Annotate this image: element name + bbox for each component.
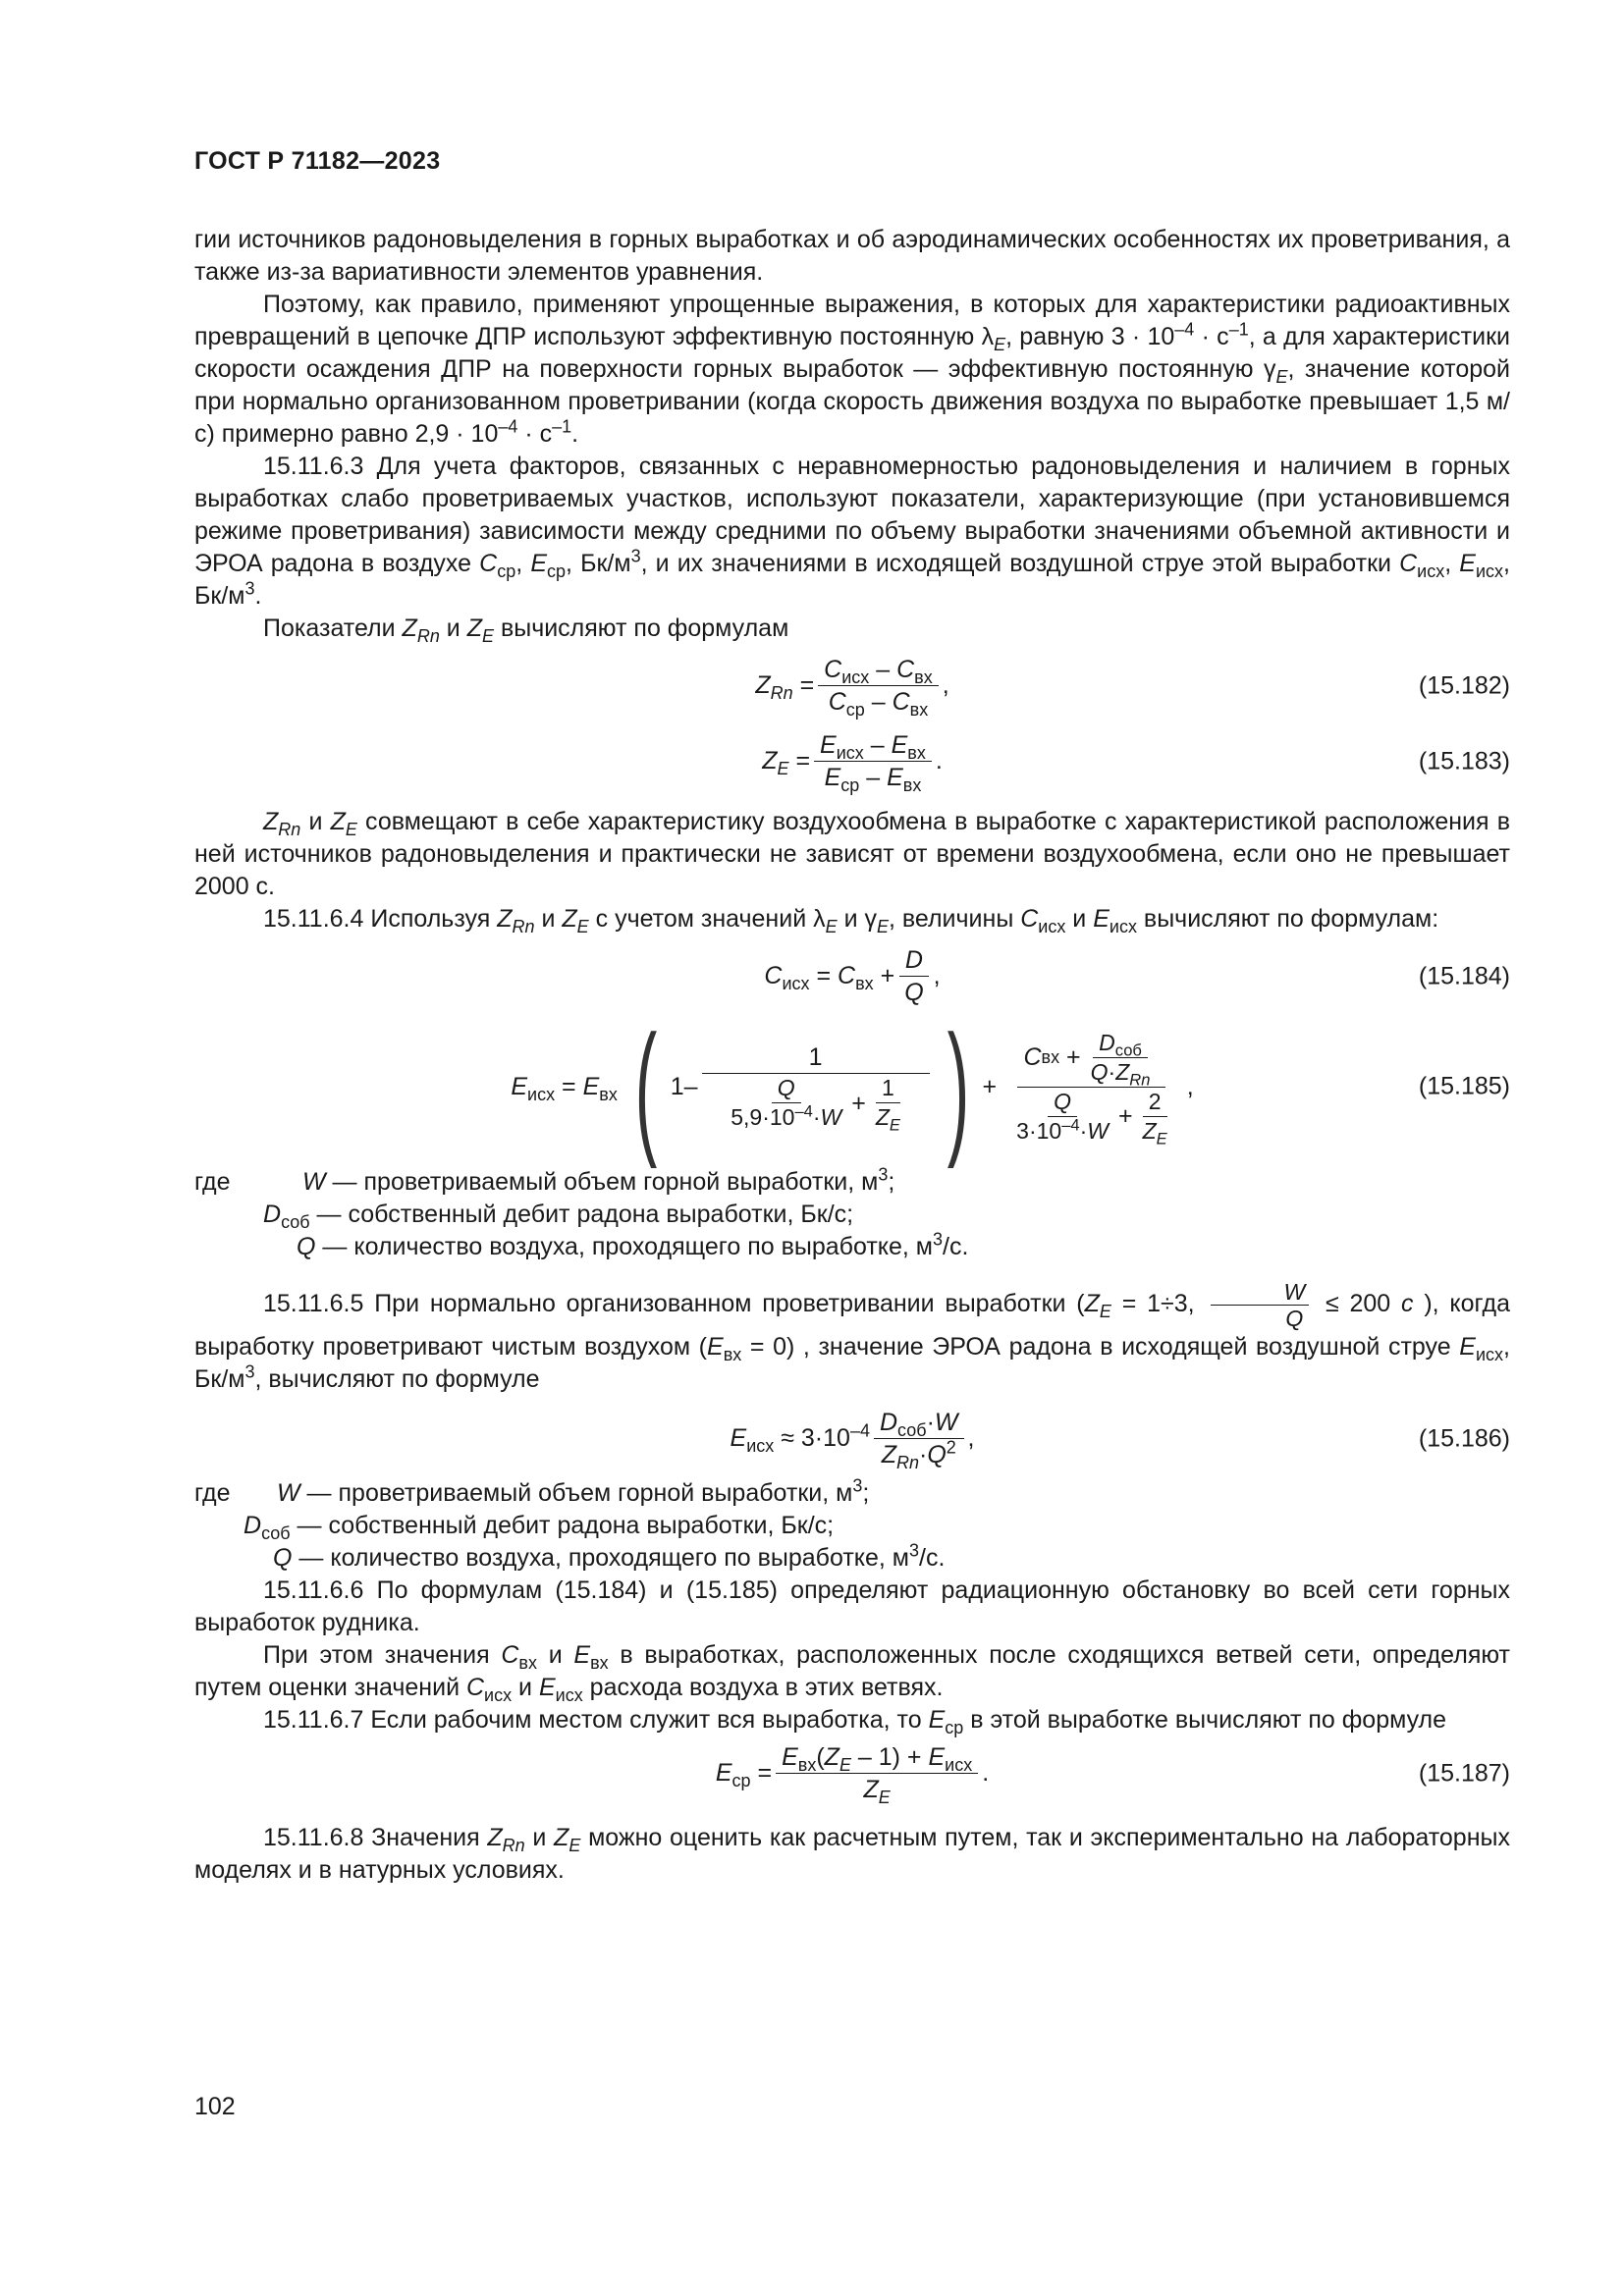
equation-15-187: $E_{ср}$ = $\frac{E_{вх}(Z_E - 1) + E_{исх}}{Z_E}$ . (15.187) (715, 1743, 1510, 1807)
equation-15-184: $C_{исх} = C_{вх}$ + $\frac{D}{Q}$ , (15.184) (764, 946, 1510, 1006)
equation-15-183: $Z_E$ = $\frac{E_{исх} - E_{вх}}{E_{ср} - E_{вх}}$ . (15.183) (762, 731, 1510, 795)
page-title: ГОСТ Р 71182—2023 (194, 147, 441, 175)
equation-number: (15.184) (1418, 962, 1510, 989)
paragraph: 15.11.6.6 По формулам (15.184) и (15.185) определяют радиационную обстановку во всей сети горных выработок рудника. (194, 1576, 1510, 1636)
document-body (194, 224, 1510, 1887)
paragraph: 15.11.6.4 Используя $Z_{Rn}$ и $Z_E$ с учетом значений $\lambda_E$ и $\gamma_E$, величины $C_{исх}$ и $E_{исх}$ вычисляют по формулам: (263, 905, 1439, 936)
legend-block-1: где W — проветриваемый объем горной выработки, $м^3$; $D_{соб}$ — собственный дебит радона выработки, Бк/с; Q — количество воздуха, проходящего по выработке, $м^3/с$. (194, 1164, 969, 1260)
paragraph: 15.11.6.7 Если рабочим местом служит вся выработка, то $E_{ср}$ в этой выработке вычисляют по формуле (263, 1706, 1447, 1737)
equation-15-185: $E_{исх} = E_{вх}$ ( 1– 1 $\frac{Q}{5,9\cdot 10^{-4}\cdot W}$ + $\frac{1}{Z_E}$ ) + C вх + $\frac{D_{соб}}{Q\cdot Z_{Rn}}$ $\frac{Q}{3\cdot 10^{-4}\cdot W}$ + $\frac{2}{Z_E}$ , (15.185) (511, 1004, 1510, 1169)
legend-block-2: где W — проветриваемый объем горной выработки, $м^3$; $D_{соб}$ — собственный дебит радона выработки, Бк/с; Q — количество воздуха, проходящего по выработке, $м^3/с$. (194, 1475, 946, 1572)
page-number: 102 (194, 2093, 236, 2120)
paragraph: 15.11.6.8 Значения $Z_{Rn}$ и $Z_E$ можно оценить как расчетным путем, так и экспериментально на лабораторных моделях и в натурных условиях. (194, 1824, 1510, 1884)
equation-15-182: $Z_{Rn}$ = $\frac{C_{исх} - C_{вх}}{C_{ср} - C_{вх}}$ , (15.182) (755, 656, 1510, 720)
paragraph: гии источников радоновыделения в горных выработках и об аэродинамических особенностях их проветривания, а также из-за вариативности элементов уравнения. (194, 226, 1510, 286)
equation-number: (15.187) (1418, 1759, 1510, 1787)
equation-number: (15.186) (1418, 1424, 1510, 1452)
equation-15-186: $E_{исх} \approx 3\cdot 10^{-4}$ $\frac{D_{соб}\cdot W}{Z_{Rn}\cdot Q^2}$ , (15.186) (730, 1409, 1510, 1472)
paragraph: 15.11.6.5 При нормально организованном проветривании выработки ($Z_E = 1\div 3$, $\frac{W}{Q}$ ≤ 200 с ), когда выработку проветривают чистым воздухом $(E_{вх} = 0)$ , значение ЭРОА радона в исходящей воздушной струе $E_{исх}$, $Бк/м^3$, вычисляют по формуле (194, 1279, 1511, 1393)
paragraph: Поэтому, как правило, применяют упрощенные выражения, в которых для характеристики радиоактивных превращений в цепочке ДПР используют эффективную постоянную $\lambda_E$, равную $3 \cdot 10^{-4} \cdot с^{-1}$, а для характеристики скорости осаждения ДПР на поверхности горных выработок — эффективную постоянную $\gamma_E$, значение которой при нормально организованном проветривании (когда скорость движения воздуха по выработке превышает 1,5 м/с) примерно равно $2,9 \cdot 10^{-4} \cdot с^{-1}$. (194, 291, 1511, 448)
paragraph: При этом значения $C_{вх}$ и $E_{вх}$ в выработках, расположенных после сходящихся ветвей сети, определяют путем оценки значений $C_{исх}$ и $E_{исх}$ расхода воздуха в этих ветвях. (194, 1641, 1511, 1705)
equation-number: (15.182) (1418, 671, 1510, 699)
paragraph: 15.11.6.3 Для учета факторов, связанных с неравномерностью радоновыделения и наличием в горных выработках слабо проветриваемых участков, используют показатели, характеризующие (при установившемся режиме проветривания) зависимости между средними по объему выработки значениями объемной активности и ЭРОА радона в воздухе $C_{ср}$, $E_{ср}$, $Бк/м^3$, и их значениями в исходящей воздушной струе этой выработки $C_{исх}$, $E_{исх}$, $Бк/м^3$. (194, 453, 1510, 610)
paragraph: Показатели $Z_{Rn}$ и $Z_E$ вычисляют по формулам (263, 614, 789, 646)
equation-number: (15.183) (1418, 747, 1510, 774)
paragraph: $Z_{Rn}$ и $Z_E$ совмещают в себе характеристику воздухообмена в выработке с характеристикой расположения в ней источников радоновыделения и практически не зависят от времени воздухообмена, если оно не превышает 2000 с. (194, 808, 1510, 900)
equation-number: (15.185) (1418, 1072, 1510, 1100)
